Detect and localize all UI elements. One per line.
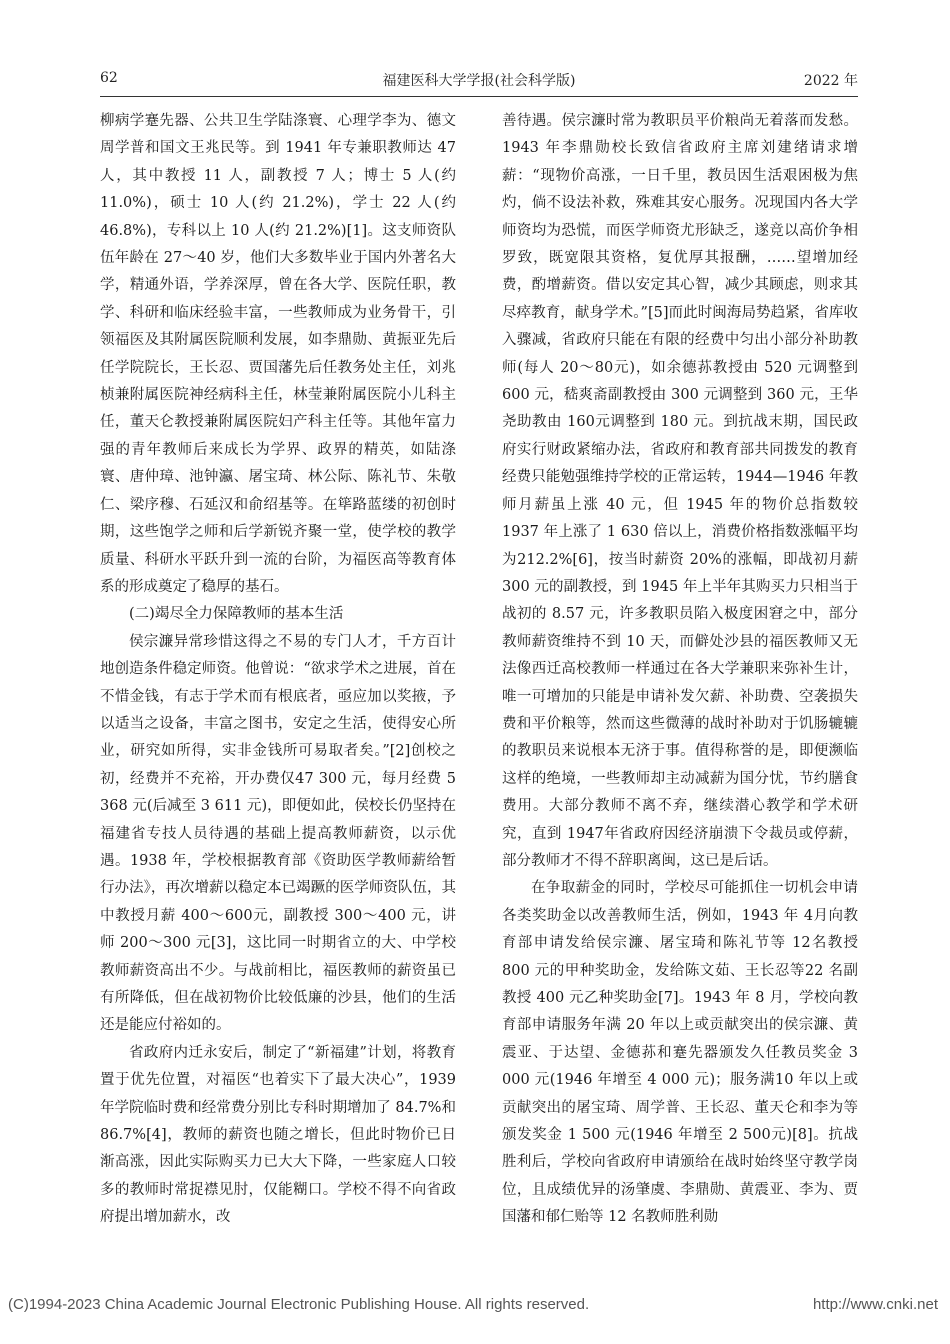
left-paragraph-3: 省政府内迁永安后，制定了“新福建”计划，将教育置于优先位置，对福医“也着实下了最大决心”，1939 年学院临时费和经常费分别比专科时期增加了 84.7%和 86.7%[4]，教师的薪资也随之增长，但此时物价已日渐高涨，因此实际购买力已大大下降，一些家庭人口较多的教师时常捉襟见肘，仅能糊口。学校不得不向省政府提出增加薪水，改 — [100, 1044, 456, 1226]
left-paragraph-2: 侯宗濂异常珍惜这得之不易的专门人才，千方百计地创造条件稳定师资。他曾说：“欲求学术之进展，首在不惜金钱，有志于学术而有根底者，亟应加以奖掖，予以适当之设备，丰富之图书，安定之生活，使得安心所业，研究如所得，实非金钱所可易取者矣。”[2]创校之初，经费并不充裕，开办费仅47 300 元，每月经费 5 368 元(后减至 3 611 元)，即便如此，侯校长仍坚持在福建省专技人员待遇的基础上提高教师薪资，以示优遇。1938 年，学校根据教育部《资助医学教师薪给暂行办法》，再次增薪以稳定本已竭蹶的医学师资队伍，其中教授月薪 400～600元，副教授 300～400 元，讲师 200～300 元[3]，这比同一时期省立的大、中学校教师薪资高出不少。与战前相比，福医教师的薪资虽已有所降低，但在战初物价比较低廉的沙县，他们的生活还是能应付裕如的。 — [100, 633, 456, 1034]
section-heading: (二)竭尽全力保障教师的基本生活 — [129, 606, 344, 623]
right-paragraph-2: 在争取薪金的同时，学校尽可能抓住一切机会申请各类奖助金以改善教师生活，例如，1943 年 4月向教育部申请发给侯宗濂、屠宝琦和陈礼节等 12名教授 800 元的甲种奖助金，发给陈文茹、王长忍等22 名副教授 400 元乙种奖助金[7]。1943 年 8 月，学校向教育部申请服务年满 20 年以上或贡献突出的侯宗濂、黄震亚、于达望、金德荪和蹇先器颁发久任教员奖金 3 000 元(1946 年增至 4 000 元)；服务满10 年以上或贡献突出的屠宝琦、周学普、王长忍、董天仑和李为等颁发奖金 1 500 元(1946 年增至 2 500元)[8]。抗战胜利后，学校向省政府申请颁给在战时始终坚守教学岗位，且成绩优异的汤肇虞、李鼎勋、黄震亚、李为、贾国藩和郁仁贻等 12 名教师胜利勋 — [502, 880, 858, 1226]
page-number: 62 — [100, 70, 118, 86]
right-paragraph-1: 善待遇。侯宗濂时常为教职员平价粮尚无着落而发愁。1943 年李鼎勋校长致信省政府主席刘建绪请求增薪：“现物价高涨，一日千里，教员因生活艰困极为焦灼，倘不设法补救，殊难其安心服务。况现国内各大学师资均为恐慌，而医学师资尤形缺乏，遂竞以高价争相罗致，既宽限其资格，复优厚其报酬，……望增加经费，酌增薪资。借以安定其心智，减少其顾虑，则求其尽瘁教育，献身学术。”[5]而此时闽海局势趋紧，省库收入骤减，省政府只能在有限的经费中匀出小部分补助教师(每人 20～80元)，如余德荪教授由 520 元调整到 600 元，嵇爽斋副教授由 300 元调整到 360 元，王华尧助教由 160元调整到 180 元。到抗战末期，国民政府实行财政紧缩办法，省政府和教育部共同拨发的教育经费只能勉强维持学校的正常运转，1944—1946 年教师月薪虽上涨 40 元，但 1945 年的物价总指数较 1937 年上涨了 1 630 倍以上，消费价格指数涨幅平均为212.2%[6]，按当时薪资 20%的涨幅，即战初月薪300 元的副教授，到 1945 年上半年其购买力只相当于战初的 8.57 元，许多教职员陷入极度困窘之中，部分教师薪资维持不到 10 天，而僻处沙县的福医教师又无法像西迁高校教师一样通过在各大学兼职来弥补生计，唯一可增加的只能是申请补发欠薪、补助费、空袭损失费和平价粮等，然而这些微薄的战时补助对于饥肠辘辘的教职员来说根本无济于事。值得称誉的是，即便濒临这样的绝境，一些教师却主动减薪为国分忧，节约膳食费用。大部分教师不离不弃，继续潜心教学和学术研究，直到 1947年省政府因经济崩溃下令裁员或停薪，部分教师才不得不辞职离闽，这已是后话。 — [502, 113, 858, 869]
page-footer — [0, 1292, 950, 1322]
footer-link[interactable]: http://www.cnki.net — [812, 1296, 938, 1313]
journal-title: 福建医科大学学报(社会科学版) — [382, 73, 576, 89]
header-rule — [100, 96, 858, 97]
left-paragraph-1: 柳病学蹇先器、公共卫生学陆涤寰、心理学李为、德文周学普和国文王兆民等。到 1941 年专兼职教师达 47 人，其中教授 11 人，副教授 7 人；博士 5 人(约 11.0%)，硕士 10 人(约 21.2%)，学士 22 人(约 46.8%)，专科以上 10 人(约 21.2%)[1]。这支师资队伍年龄在 27～40 岁，他们大多数毕业于国内外著名大学，精通外语，学养深厚，曾在各大学、医院任职，教学、科研和临床经验丰富，一些教师成为业务骨干，引领福医及其附属医院顺利发展，如李鼎勋、黄振亚先后任学院院长，王长忍、贾国藩先后任教务处主任，刘兆桢兼附属医院神经病科主任，林莹兼附属医院小儿科主任，董天仑教授兼附属医院妇产科主任等。其他年富力强的青年教师后来成长为学界、政界的精英，如陆涤寰、唐仲璋、池钟瀛、屠宝琦、林公际、陈礼节、朱敬仁、梁序穆、石延汉和俞绍基等。在筚路蓝缕的初创时期，这些饱学之师和后学新锐齐聚一堂，使学校的教学质量、科研水平跃升到一流的台阶，为福医高等教育体系的形成奠定了稳厚的基石。 — [100, 113, 456, 595]
left-column — [100, 108, 456, 1232]
publication-year: 2022 年 — [803, 73, 858, 89]
copyright-notice: (C)1994-2023 China Academic Journal Electronic Publishing House. All rights reserved. — [8, 1296, 590, 1313]
page-header — [100, 70, 858, 92]
right-column — [502, 108, 858, 1232]
